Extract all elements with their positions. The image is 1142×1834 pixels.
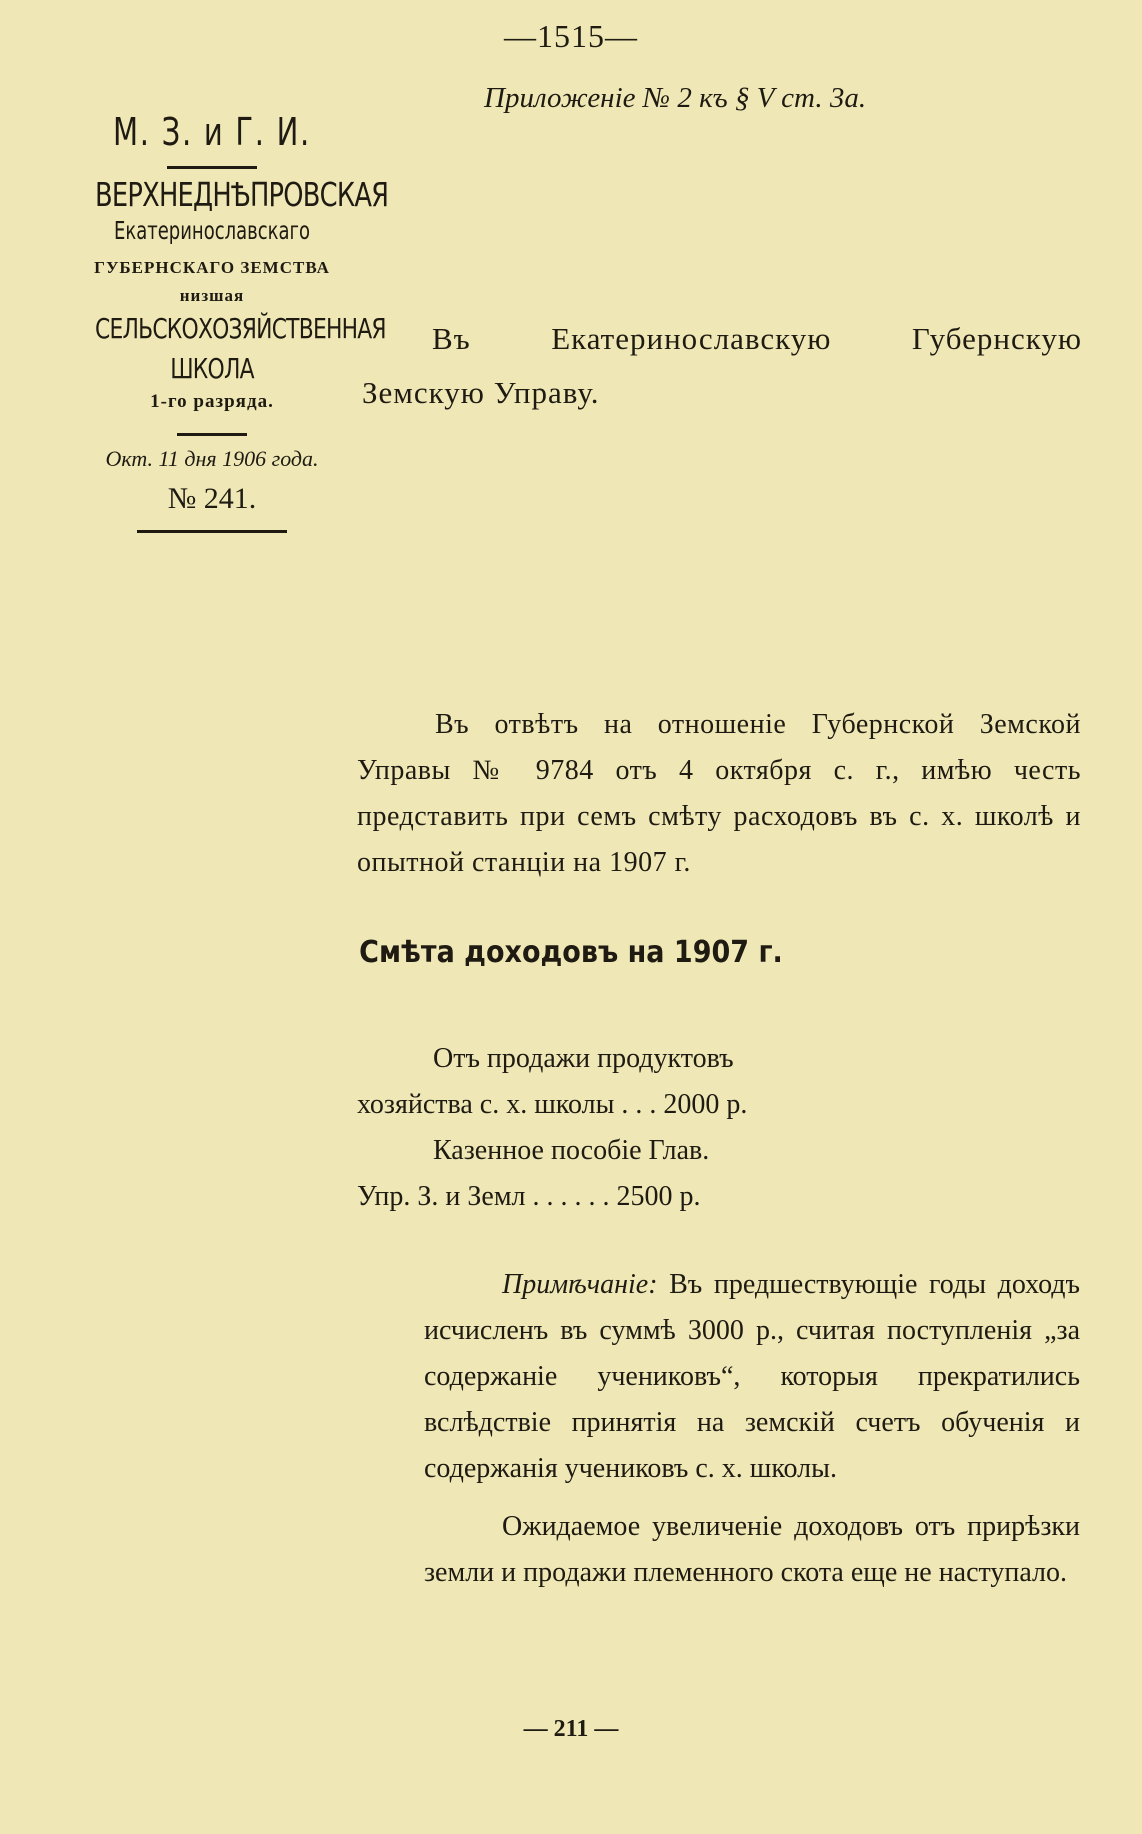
- school-level: низшая: [179, 286, 245, 305]
- page-footer: — 211 —: [523, 1716, 619, 1742]
- letter-number: № 241.: [167, 482, 257, 515]
- note-block: [424, 1262, 1080, 1596]
- school-zemstvo: ГУБЕРНСКАГО ЗЕМСТВА: [94, 258, 330, 277]
- ministry-abbreviation: М. З. и Г. И.: [113, 110, 311, 154]
- letterhead-divider: [167, 166, 257, 169]
- income-line-3: Казенное пособiе Глав.: [433, 1135, 710, 1166]
- note-text: Въ предшествующiе годы доходъ исчисленъ въ суммѣ 3000 р., считая поступленiя „за содержанiе учениковъ“, которыя прекратились вслѣдствiе принятiя на земскiй счетъ обученiя и содержанiя учениковъ с. х. школы.: [424, 1269, 1081, 1484]
- letterhead-divider-3: [137, 530, 287, 533]
- note-paragraph-1: [424, 1262, 1080, 1492]
- addressee-line-1: Въ Екатеринославскую Губернскую: [432, 321, 1082, 356]
- section-title: Смѣта доходовъ на 1907 г.: [359, 935, 783, 970]
- addressee-line-2: Земскую Управу.: [362, 375, 600, 410]
- school-region: Екатеринославскаго: [113, 216, 311, 245]
- letterhead-divider-2: [177, 433, 247, 436]
- school-grade: 1-го разряда.: [150, 391, 274, 412]
- letterhead: [62, 110, 389, 533]
- appendix-reference: Приложенiе № 2 къ § V ст. 3а.: [484, 82, 867, 114]
- income-line-4: Упр. З. и Земл . . . . . . 2500 р.: [357, 1181, 701, 1212]
- note-label: Примѣчанiе:: [502, 1269, 658, 1300]
- income-line-2: хозяйства с. х. школы . . . 2000 р.: [357, 1089, 748, 1120]
- letter-date: Окт. 11 дня 1906 года.: [105, 446, 319, 471]
- intro-text: Въ отвѣтъ на отношенiе Губернской Земской Управы № 9784 отъ 4 октября с. г., имѣю честь представить при семъ смѣту расходовъ въ с. х. школѣ и опытной станцiи на 1907 г.: [357, 709, 1081, 878]
- addressee-block: [362, 312, 1082, 420]
- page-number: —1515—: [504, 18, 638, 54]
- school-type: СЕЛЬСКОХОЗЯЙСТВЕННАЯ ШКОЛА: [95, 312, 386, 385]
- school-name: ВЕРХНЕДНѢПРОВСКАЯ: [95, 175, 389, 214]
- intro-paragraph: [357, 702, 1081, 886]
- income-list: [357, 1036, 937, 1220]
- note-paragraph-2: Ожидаемое увеличенiе доходовъ отъ прирѣзки земли и продажи племенного скота еще не наступало.: [424, 1511, 1080, 1588]
- income-line-1: Отъ продажи продуктовъ: [433, 1043, 734, 1074]
